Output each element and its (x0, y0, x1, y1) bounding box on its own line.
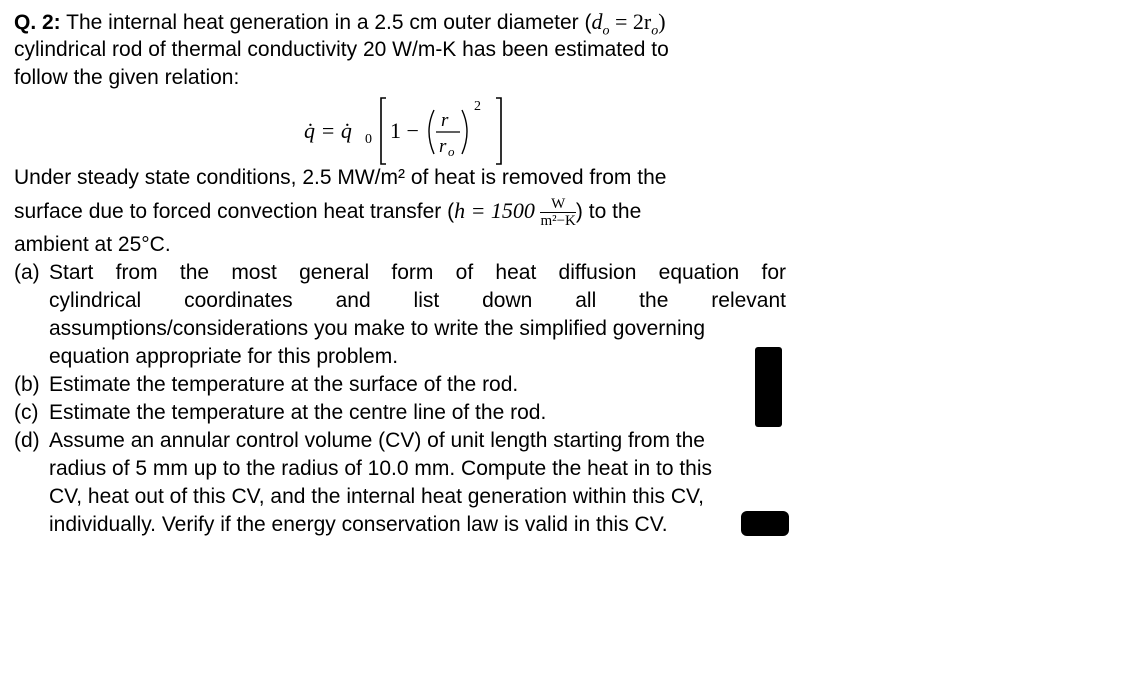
part-c-label: (c) (14, 401, 39, 424)
heat-generation-equation (304, 92, 514, 168)
equation-lhs-sub: 0 (365, 132, 372, 147)
frac-numerator: r (441, 110, 449, 131)
equation-lhs: q̇ = q̇ (304, 118, 352, 143)
part-d-line-3: CV, heat out of this CV, and the internal heat generation within this CV, (49, 485, 704, 508)
left-bracket (381, 98, 386, 164)
part-d-line-2: radius of 5 mm up to the radius of 10.0 mm. Compute the heat in to this (49, 457, 713, 480)
equation-power: 2 (474, 99, 481, 114)
frac-denominator: r (439, 136, 447, 157)
part-a-label: (a) (14, 261, 40, 284)
part-b-label: (b) (14, 373, 40, 396)
diameter-expression: $d_o = 2r_o$) (591, 9, 666, 39)
conditions-line-1: Under steady state conditions, 2.5 MW/m² of heat is removed from the (14, 166, 667, 189)
unit-fraction: $\frac{W}{\text{m²−K}}$ (540, 196, 576, 229)
part-d-line-1: Assume an annular control volume (CV) of unit length starting from the (49, 429, 705, 452)
redaction-mark-vertical (755, 347, 782, 427)
question-label: Q. 2: (14, 11, 61, 34)
conditions-line-3: ambient at 25°C. (14, 233, 171, 256)
part-b-line-1: Estimate the temperature at the surface of the rod. (49, 373, 519, 396)
left-paren (429, 110, 434, 154)
right-paren (462, 110, 467, 154)
part-d-label: (d) (14, 429, 40, 452)
intro-line-3: follow the given relation: (14, 66, 240, 89)
frac-denominator-sub: o (448, 144, 455, 159)
equation-one-minus: 1 − (390, 118, 419, 143)
part-a-line-2: cylindrical coordinates and list down all the relevant (49, 289, 786, 312)
intro-line-1 (14, 8, 666, 37)
right-bracket (496, 98, 501, 164)
conditions-line-2: surface due to forced convection heat transfer (h = 1500 $\frac{W}{\text{m²−K}}$ ) to the (14, 196, 642, 229)
part-a-line-4: equation appropriate for this problem. (49, 345, 399, 368)
convection-coefficient: h = 1500 (454, 198, 541, 224)
part-d-line-4: individually. Verify if the energy conservation law is valid in this CV. (49, 513, 668, 536)
intro-line-2: cylindrical rod of thermal conductivity 20 W/m-K has been estimated to (14, 38, 669, 61)
part-a-line-1: Start from the most general form of heat diffusion equation for (49, 261, 786, 284)
intro-text-1: The internal heat generation in a 2.5 cm outer diameter ( (66, 11, 592, 34)
equation-graphic (304, 92, 514, 168)
redaction-mark-horizontal (741, 511, 789, 536)
part-a-line-3: assumptions/considerations you make to write the simplified governing (49, 317, 705, 340)
part-c-line-1: Estimate the temperature at the centre line of the rod. (49, 401, 547, 424)
